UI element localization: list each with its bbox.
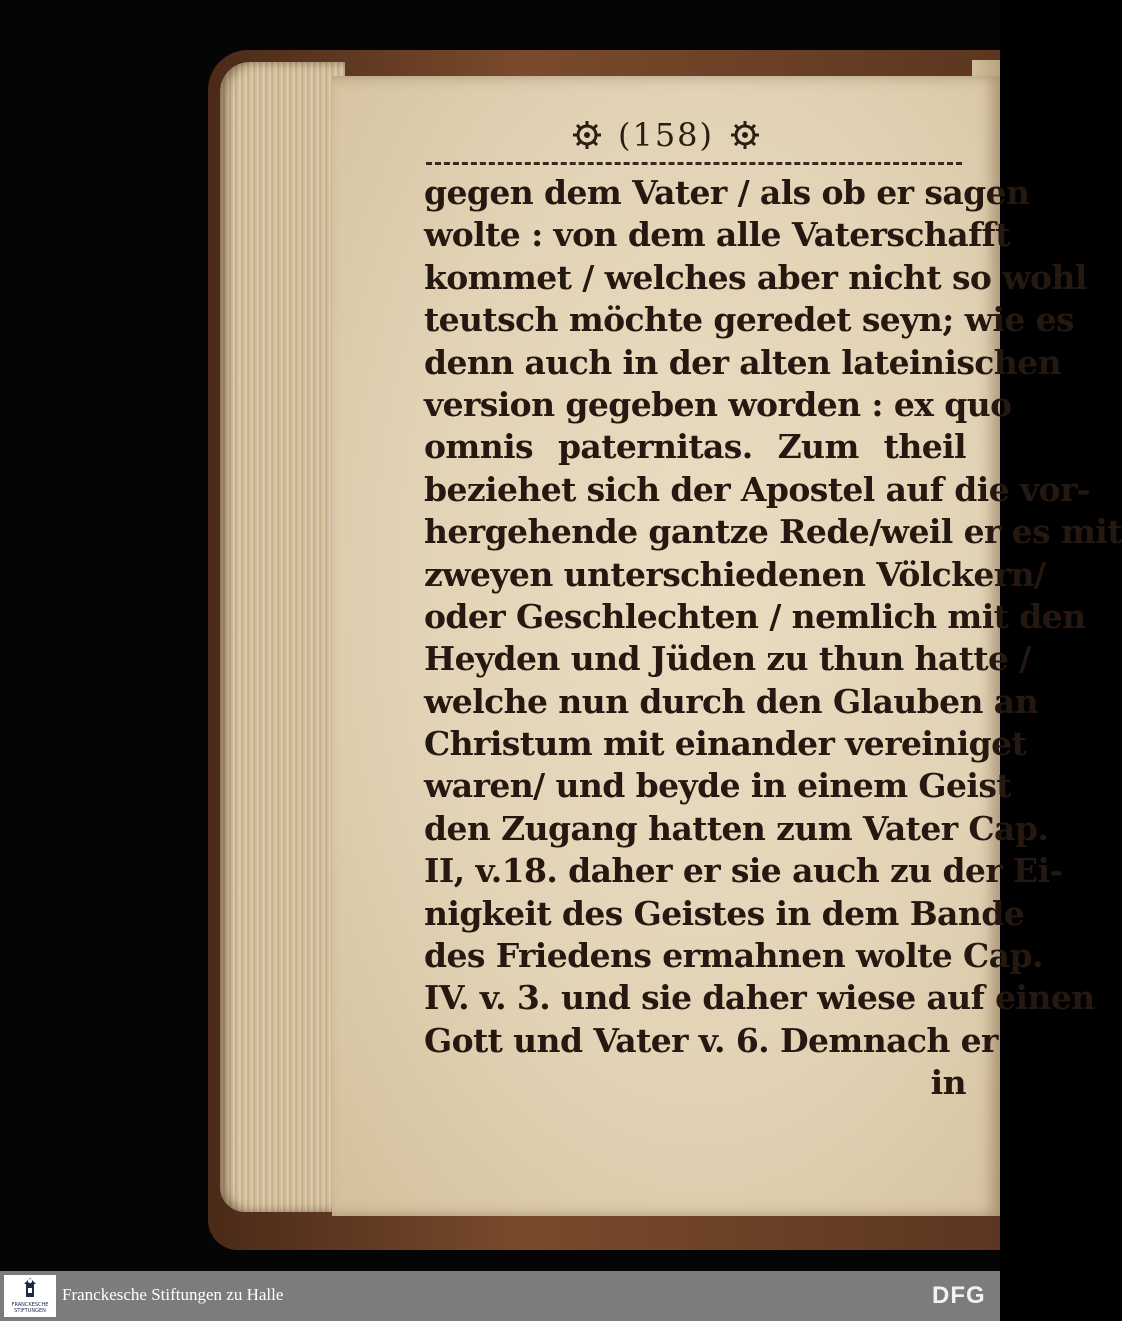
text-line: teutsch möchte geredet seyn; wie es bbox=[424, 300, 1075, 340]
text-line: zweyen unterschiedenen Völckern/ bbox=[424, 554, 1046, 594]
text-line: IV. v. 3. und sie daher wiese auf einen bbox=[424, 978, 1095, 1018]
franckesche-logo-icon bbox=[4, 1275, 56, 1303]
text-line: kommet / welches aber nicht so wohl bbox=[424, 257, 1087, 297]
text-line: waren/ und beyde in einem Geist bbox=[424, 766, 1011, 806]
text-line: version gegeben worden : ex quo bbox=[424, 384, 1012, 424]
text-line: gegen dem Vater / als ob er sagen bbox=[424, 173, 1030, 212]
page-edges bbox=[220, 62, 345, 1212]
body-text bbox=[424, 172, 1122, 1105]
institution-name[interactable]: Franckesche Stiftungen zu Halle bbox=[62, 1285, 284, 1304]
text-line: nigkeit des Geistes in dem Bande bbox=[424, 893, 1025, 933]
logo-caption: FRANCKESCHE STIFTUNGEN bbox=[11, 1302, 49, 1314]
text-line: des Friedens ermahnen wolte Cap. bbox=[424, 936, 1043, 976]
ornament-right-icon bbox=[730, 120, 760, 150]
ornament-left-icon bbox=[572, 120, 602, 150]
text-line: omnis paternitas. Zum theil bbox=[424, 427, 966, 467]
text-line: II, v.18. daher er sie auch zu der Ei- bbox=[424, 851, 1063, 891]
text-line: Gott und Vater v. 6. Demnach er bbox=[424, 1020, 998, 1060]
page-number: 158 bbox=[632, 116, 700, 154]
footer-bar bbox=[0, 1271, 1000, 1321]
text-line: beziehet sich der Apostel auf die vor- bbox=[424, 469, 1090, 509]
text-line: Christum mit einander vereiniget bbox=[424, 724, 1027, 764]
text-line: hergehende gantze Rede/weil er es mit bbox=[424, 512, 1122, 552]
text-line: Heyden und Jüden zu thun hatte / bbox=[424, 639, 1031, 679]
text-line: denn auch in der alten lateinischen bbox=[424, 342, 1061, 382]
dfg-logo[interactable]: DFG bbox=[932, 1282, 986, 1309]
text-line: den Zugang hatten zum Vater Cap. bbox=[424, 808, 1049, 848]
text-line: welche nun durch den Glauben an bbox=[424, 681, 1038, 721]
text-line: wolte : von dem alle Vaterschafft bbox=[424, 215, 1010, 255]
text-line: oder Geschlechten / nemlich mit den bbox=[424, 596, 1086, 636]
institution-logo[interactable] bbox=[4, 1275, 56, 1317]
header-rule bbox=[426, 162, 962, 165]
catchword: in bbox=[930, 1063, 966, 1103]
book-page bbox=[332, 76, 1122, 1216]
page-header: (158) bbox=[332, 116, 1000, 154]
